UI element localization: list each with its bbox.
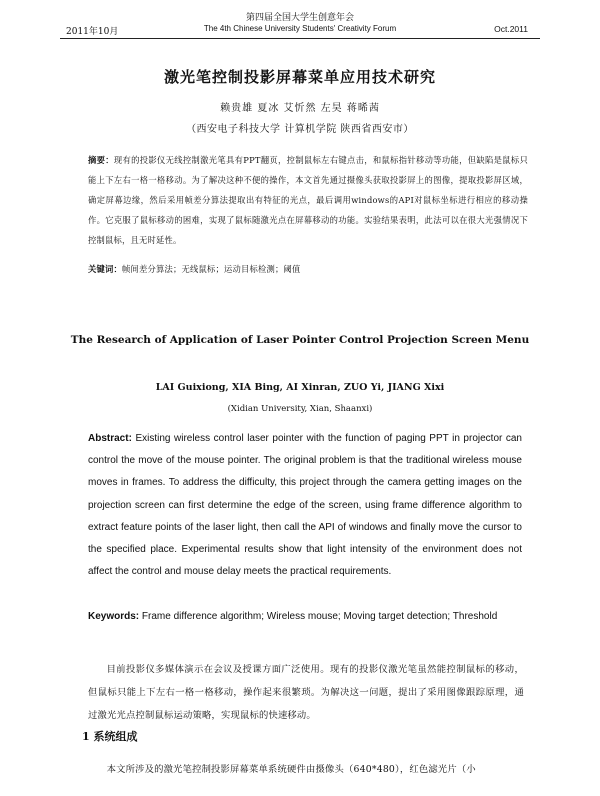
paper-title-cn: 激光笔控制投影屏幕菜单应用技术研究 (163, 68, 436, 86)
authors-en: LAI Guixiong, XIA Bing, AI Xinran, ZUO Yi, JIANG Xixi (155, 382, 445, 393)
keywords-cn-label: 关键词： (88, 264, 122, 274)
header-conference-en: The 4th Chinese University Students' Creativity Forum (203, 24, 397, 33)
keywords-en-label: Keywords: (88, 611, 140, 622)
affiliation-en: (Xidian University, Xian, Shaanxi) (227, 404, 373, 414)
abstract-en (88, 428, 522, 583)
abstract-cn (88, 150, 528, 250)
abstract-en-text: Existing wireless control laser pointer with the function of paging PPT in projector can control the move of the mouse pointer. The original problem is that the traditional wireless mouse moves in frames. To address the difficulty, this project through the camera getting images on the projection screen can first determine the edge of the screen, using frame difference algorithm to extract feature points of the laser light, then call the API of windows and finally move the cursor to the specified place. Experimental results show that light intensity of the environment does not affect the control and mouse delay meets the practical requirements. (88, 433, 522, 578)
keywords-en-text: Frame difference algorithm; Wireless mouse; Moving target detection; Threshold (141, 611, 498, 622)
paper-title-en: The Research of Application of Laser Pointer Control Projection Screen Menu (70, 334, 530, 346)
affiliation-cn: （西安电子科技大学 计算机学院 陕西省西安市） (186, 124, 414, 135)
keywords-en (88, 606, 522, 628)
section-1-heading: 1 系统组成 (82, 730, 138, 743)
header-conference-cn: 第四届全国大学生创意年会 (245, 13, 354, 23)
intro-paragraph: 目前投影仪多媒体演示在会议及授课方面广泛使用。现有的投影仪激光笔虽然能控制鼠标的移动，但鼠标只能上下左右一格一格移动，操作起来很繁琐。为解决这一问题，提出了采用图像跟踪原理，通过激光光点控制鼠标运动策略，实现鼠标的快速移动。 (88, 664, 524, 721)
abstract-en-label: Abstract: (88, 433, 132, 444)
authors-cn: 赖贵雄 夏冰 艾忻然 左昊 蒋晞茜 (220, 103, 380, 114)
abstract-cn-label: 摘要： (88, 155, 114, 165)
header-rule (60, 38, 540, 39)
section-1-paragraph: 本文所涉及的激光笔控制投影屏幕菜单系统硬件由摄像头（640*480），红色滤光片（小 (106, 764, 476, 775)
header-date: 2011年10月 (66, 27, 119, 37)
abstract-cn-text: 现有的投影仪无线控制激光笔具有PPT翻页，控制鼠标左右键点击，和鼠标指针移动等功能，但缺陷是鼠标只能上下左右一格一格移动。为了解决这种不便的操作，本文首先通过摄像头获取投影屏上的图像，提取投影屏区域，确定屏幕边缘，然后采用帧差分算法提取出有特征的光点，最后调用windows的API对鼠标坐标进行相应的移动操作。它克服了鼠标移动的困难，实现了鼠标随激光点在屏幕移动的功能。实验结果表明，此法可以在很大光强情况下控制鼠标，且无时延性。 (88, 155, 528, 245)
keywords-cn-text: 帧间差分算法；无线鼠标；运动目标检测；阈值 (122, 264, 301, 274)
header-date-en: Oct.2011 (494, 24, 528, 34)
keywords-cn (88, 263, 528, 275)
